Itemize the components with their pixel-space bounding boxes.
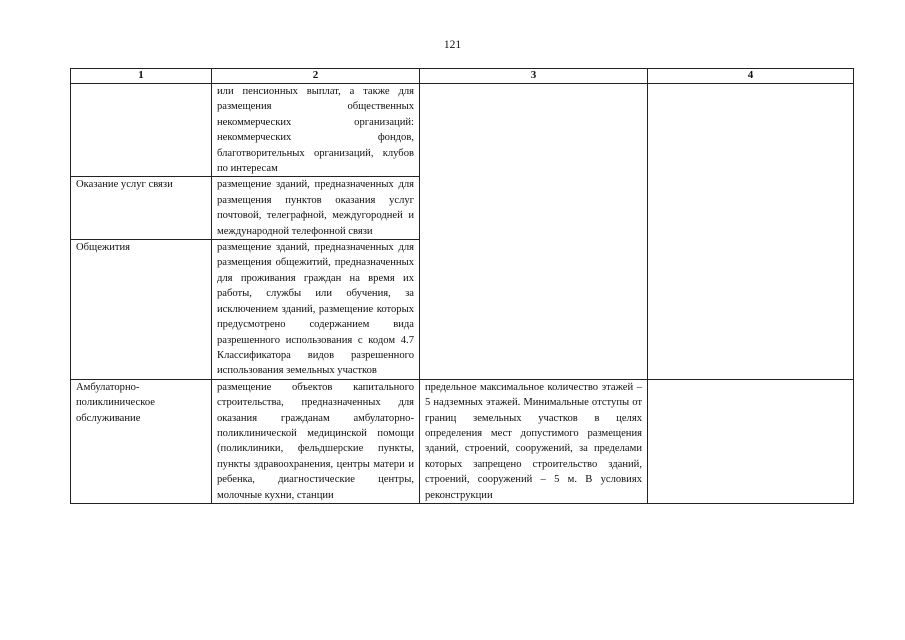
row-1-description: или пенсионных выплат, а также для размещения общественных некоммерческих организаций: некоммерческих фондов, благотворительных организаций, клубов по интересам	[212, 84, 420, 177]
row-4-description: размещение объектов капитального строительства, предназначенных для оказания гражданам амбулаторно-поликлинической медицинской помощи (поликлиники, фельдшерские пункты, пункты здравоохранения, центры матери и ребенка, диагностические центры, молочные кухни, станции	[212, 379, 420, 503]
row-3-use-name: Общежития	[71, 240, 212, 380]
table-row	[71, 84, 854, 177]
column-header-1: 1	[71, 69, 212, 84]
row-1-restrictions	[648, 84, 854, 380]
row-2-use-name: Оказание услуг связи	[71, 177, 212, 240]
row-2-description: размещение зданий, предназначенных для размещения пунктов оказания услуг почтовой, телеграфной, междугородней и международной телефонной связи	[212, 177, 420, 240]
row-1-use-name	[71, 84, 212, 177]
row-3-description: размещение зданий, предназначенных для размещения общежитий, предназначенных для проживания граждан на время их работы, службы или обучения, за исключением зданий, размещение которых предусмотрено содержанием вида разрешенного использования с кодом 4.7 Классификатора видов разрешенного использования земельных участков	[212, 240, 420, 380]
column-header-2: 2	[212, 69, 420, 84]
page-number: 121	[443, 39, 462, 51]
land-use-table	[70, 68, 854, 504]
column-header-4: 4	[648, 69, 854, 84]
row-4-restrictions	[648, 379, 854, 503]
column-header-3: 3	[420, 69, 648, 84]
row-4-use-name: Амбулаторно-поликлиническое обслуживание	[71, 379, 212, 503]
row-4-parameters: предельное максимальное количество этажей – 5 надземных этажей. Минимальные отступы от границ земельных участков в целях определения мест допустимого размещения зданий, строений, сооружений, за пределами которых запрещено строительство зданий, строений, сооружений – 5 м. В условиях реконструкции	[420, 379, 648, 503]
table-header-row	[71, 69, 854, 84]
table-row	[71, 379, 854, 503]
row-1-parameters	[420, 84, 648, 380]
